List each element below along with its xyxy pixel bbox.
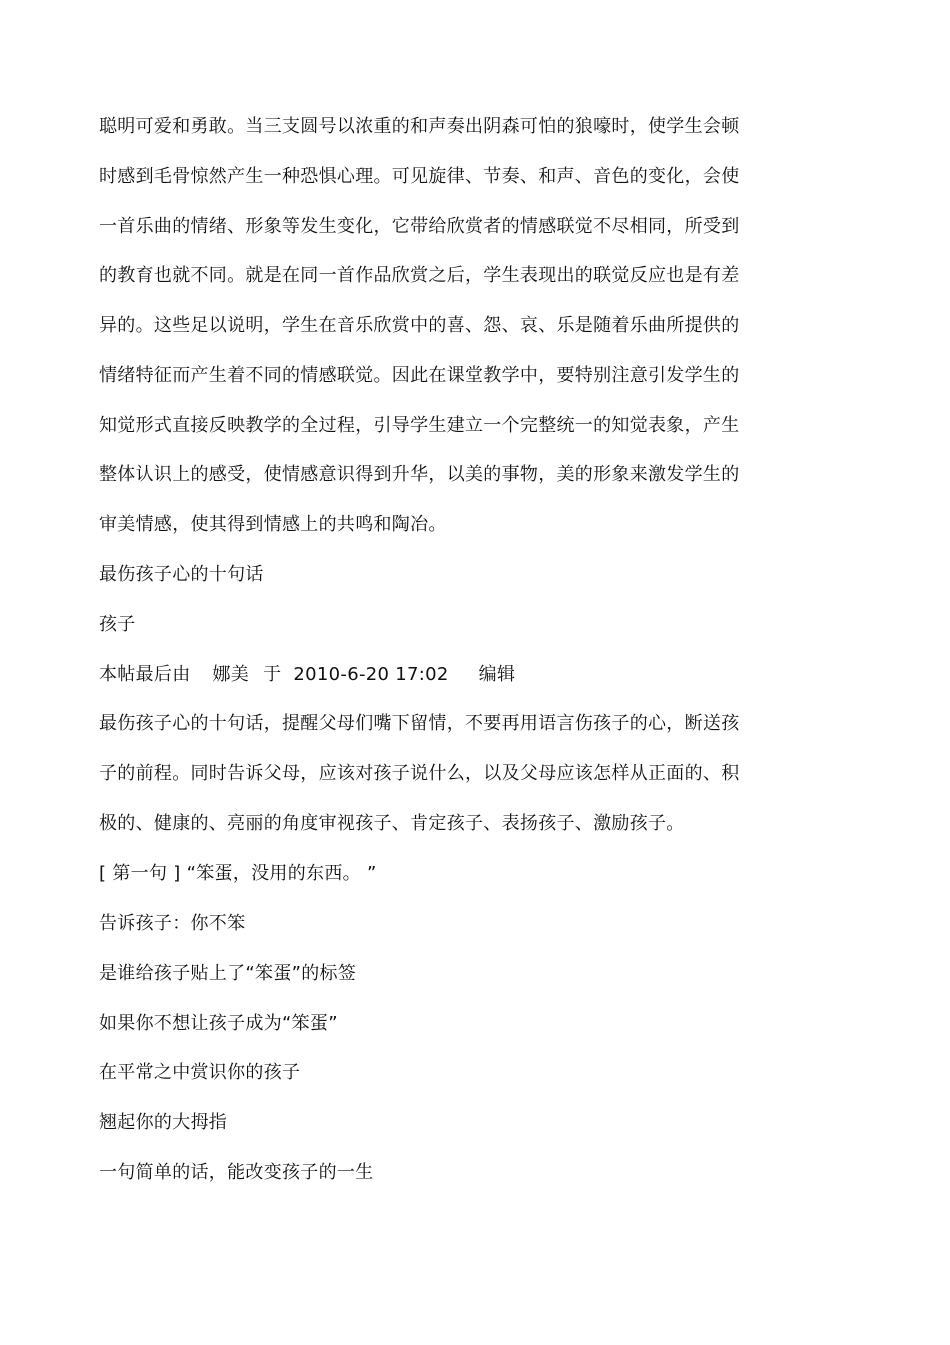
- article-title: 最伤孩子心的十句话: [99, 564, 264, 585]
- meta-at: 于: [263, 664, 282, 685]
- paragraph-line: 知觉形式直接反映教学的全过程，引导学生建立一个完整统一的知觉表象，产生: [99, 415, 740, 436]
- intro-line: 极的、健康的、亮丽的角度审视孩子、肯定孩子、表扬孩子、激励孩子。: [99, 813, 685, 834]
- meta-prefix: 本帖最后由: [99, 664, 191, 685]
- paragraph-line: 时感到毛骨惊然产生一种恐惧心理。可见旋律、节奏、和声、音色的变化，会使: [99, 166, 740, 187]
- advice-line: 如果你不想让孩子成为“笨蛋”: [99, 1013, 338, 1034]
- meta-action: 编辑: [478, 664, 516, 685]
- intro-line: 最伤孩子心的十句话，提醒父母们嘴下留情，不要再用语言伤孩子的心，断送孩: [99, 713, 740, 734]
- paragraph-line: 聪明可爱和勇敢。当三支圆号以浓重的和声奏出阴森可怕的狼嚎时，使学生会顿: [99, 116, 740, 137]
- paragraph-line: 异的。这些足以说明，学生在音乐欣赏中的喜、怨、哀、乐是随着乐曲所提供的: [99, 315, 740, 336]
- meta-datetime: 2010-6-20 17:02: [293, 664, 449, 685]
- paragraph-line: 的教育也就不同。就是在同一首作品欣赏之后，学生表现出的联觉反应也是有差: [99, 265, 740, 286]
- advice-line: 告诉孩子：你不笨: [99, 913, 246, 934]
- intro-line: 子的前程。同时告诉父母，应该对孩子说什么，以及父母应该怎样从正面的、积: [99, 763, 740, 784]
- article-tag: 孩子: [99, 614, 136, 635]
- advice-line: 在平常之中赏识你的孩子: [99, 1062, 301, 1083]
- paragraph-line: 情绪特征而产生着不同的情感联觉。因此在课堂教学中，要特别注意引发学生的: [99, 365, 740, 386]
- advice-line: 是谁给孩子贴上了“笨蛋”的标签: [99, 963, 357, 984]
- first-sentence-heading: [ 第一句 ] “笨蛋，没用的东西。 ”: [99, 863, 377, 884]
- paragraph-line: 审美情感，使其得到情感上的共鸣和陶冶。: [99, 514, 447, 535]
- paragraph-line: 一首乐曲的情绪、形象等发生变化，它带给欣赏者的情感联觉不尽相同，所受到: [99, 216, 740, 237]
- edit-meta: [99, 663, 779, 687]
- advice-line: 一句简单的话，能改变孩子的一生: [99, 1162, 374, 1183]
- meta-author[interactable]: 娜美: [212, 664, 250, 685]
- paragraph-line: 整体认识上的感受，使情感意识得到升华，以美的事物，美的形象来激发学生的: [99, 464, 740, 485]
- advice-line: 翘起你的大拇指: [99, 1112, 228, 1133]
